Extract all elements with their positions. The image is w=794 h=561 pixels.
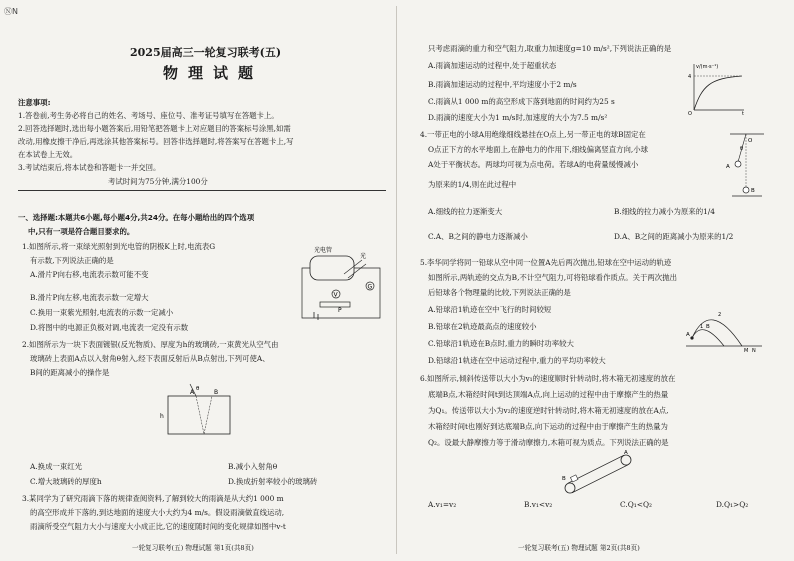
b-label: B <box>706 324 710 330</box>
question-2: 2.如图所示为一块下表面镀银(反光物质)、厚度为h的玻璃砖,一束黄光从空气由 <box>22 340 279 349</box>
q2-option-b: B.减小入射角θ <box>228 462 278 471</box>
theta-label: θ <box>196 386 200 392</box>
corner-mark: ⓃN <box>4 7 18 16</box>
q2-option-d: D.换成折射率较小的玻璃砖 <box>228 477 318 486</box>
trajectory-1-label: 1 <box>700 324 704 330</box>
question-1: 1.如图所示,将一束绿光照射到光电管的阴极K上时,电流表G <box>22 242 216 251</box>
note-line: 2.回答选择题时,选出每小题答案后,用铅笔把答题卡上对应题目的答案标号涂黑,如需 <box>18 124 291 133</box>
q3-option-c: C.雨滴从1 000 m的高空形成下落到地面的时间约为25 s <box>428 97 615 106</box>
page-footer: 一轮复习联考(五) 物理试题 第1页(共8页) <box>132 544 254 552</box>
g-label: G <box>367 283 373 291</box>
q2-option-c: C.增大玻璃砖的厚度h <box>30 477 102 486</box>
p-label: P <box>338 307 342 314</box>
q1-option-c: C.换用一束紫光照射,电流表的示数一定减小 <box>30 308 174 317</box>
section-heading: 一、选择题:本题共6小题,每小题4分,共24分。在每小题给出的四个选项 <box>18 213 255 222</box>
note-line: 3.考试结束后,将本试卷和答题卡一并交回。 <box>18 163 161 172</box>
notes-heading: 注意事项: <box>18 98 51 107</box>
b-label: B <box>214 389 219 396</box>
exam-subject: 物理试题 <box>163 64 264 82</box>
question-3-cont: 只考虑雨滴的重力和空气阻力,取重力加速度g=10 m/s²,下列说法正确的是 <box>428 44 672 53</box>
theta-label: θ <box>740 146 744 152</box>
question-5: 5.李华同学将同一铅球从空中同一位置A先后两次抛出,铅球在空中运动的轨迹 <box>420 258 672 267</box>
question-2-cont: 玻璃砖上表面A点以入射角θ射入,经下表面反射后从B点射出,下列可使A、 <box>30 354 270 363</box>
photoelectric-circuit-figure <box>300 244 384 326</box>
q1-option-a: A.滑片P向右移,电流表示数可能不变 <box>30 270 149 279</box>
rule <box>18 190 386 191</box>
light-label: 光 <box>360 253 367 260</box>
question-5-cont: 后铅球各个物理量的比较,下列说法正确的是 <box>428 288 571 297</box>
a-label: A <box>624 450 628 456</box>
question-2-cont: B间的距离减小的操作是 <box>30 368 110 377</box>
q1-option-b: B.滑片P向左移,电流表示数一定增大 <box>30 293 149 302</box>
vt-xlabel: t <box>742 111 744 116</box>
exam-title: 2025届高三一轮复习联考(五) <box>130 46 282 59</box>
q4-option-c: C.A、B之间的静电力逐渐减小 <box>428 232 528 241</box>
page-footer: 一轮复习联考(五) 物理试题 第2页(共8页) <box>518 544 640 552</box>
q4-option-d: D.A、B之间的距离减小为原来的1/2 <box>614 232 734 241</box>
q2-option-a: A.换成一束红光 <box>30 462 83 471</box>
q3-option-b: B.雨滴加速运动的过程中,平均速度小于2 m/s <box>428 80 577 89</box>
question-6: 6.如图所示,倾斜传送带以大小为v₁的速度顺时针转动时,将木箱无初速度的放在 <box>420 374 676 383</box>
conveyor-belt-figure <box>558 450 638 496</box>
question-3: 3.某同学为了研究雨滴下落的规律查阅资料,了解到较大的雨滴是从大约1 000 m <box>22 494 284 503</box>
question-4-cont: O点正下方的水平地面上,在静电力的作用下,细线偏离竖直方向,小球 <box>428 145 649 154</box>
vt-origin: O <box>688 111 692 116</box>
note-line: 在本试卷上无效。 <box>18 150 78 159</box>
question-5-cont: 如图所示,两轨迹的交点为B,不计空气阻力,可将铅球看作质点。关于两次抛出 <box>428 273 677 282</box>
q4-option-a: A.细线的拉力逐渐变大 <box>428 207 503 216</box>
q6-option-a: A.v₁=v₂ <box>428 500 457 509</box>
projectile-trajectories-figure <box>684 304 764 352</box>
vt-ylabel: v/(m·s⁻¹) <box>696 64 719 70</box>
m-label: M <box>744 348 749 352</box>
question-1-cont: 有示数,下列说法正确的是 <box>30 256 114 265</box>
vt-y4: 4 <box>688 74 692 80</box>
q5-option-d: D.铅球沿1轨迹在空中运动过程中,重力的平均功率较大 <box>428 356 606 365</box>
question-4: 4.一带正电的小球A用绝缘细线悬挂在O点上,另一带正电的球B固定在 <box>420 130 646 139</box>
charged-balls-figure <box>724 128 770 204</box>
question-4-cont: A处于平衡状态。两球均可视为点电荷。若球A的电荷量缓慢减小 <box>428 160 639 169</box>
q5-option-b: B.铅球在2轨迹最高点的速度较小 <box>428 322 537 331</box>
q5-option-c: C.铅球沿1轨迹在B点时,重力的瞬时功率较大 <box>428 339 574 348</box>
section-heading-cont: 中,只有一项是符合题目要求的。 <box>28 227 135 236</box>
tube-label: 光电管 <box>314 247 333 254</box>
question-3-cont: 雨滴所受空气阻力大小与速度大小成正比,它的速度随时间的变化规律如图中v-t <box>30 522 286 531</box>
question-4-cont: 为原来的1/4,则在此过程中 <box>428 180 517 189</box>
exam-time: 考试时间为75分钟,满分100分 <box>108 177 208 186</box>
q6-option-b: B.v₁<v₂ <box>524 500 553 509</box>
q5-option-a: A.铅球沿1轨迹在空中飞行的时间较短 <box>428 305 552 314</box>
left-page <box>0 0 396 561</box>
v-label: V <box>333 291 338 299</box>
question-6-cont: 底端B点,木箱经时间t到达顶端A点,向上运动的过程中由于摩擦产生的热量 <box>428 390 669 399</box>
q6-option-c: C.Q₁<Q₂ <box>620 500 652 509</box>
a-label: A <box>726 164 730 170</box>
right-page <box>398 0 794 561</box>
q3-option-d: D.雨滴的速度大小为1 m/s时,加速度的大小为7.5 m/s² <box>428 113 608 122</box>
h-label: h <box>160 413 164 420</box>
question-3-cont: 的高空形成并下落的,到达地面的速度大小大约为4 m/s。假设雨滴做直线运动, <box>30 508 285 517</box>
page-divider <box>396 6 397 554</box>
question-6-cont: 木箱经时间t也刚好到达底端B点,向下运动的过程中由于摩擦产生的热量为 <box>428 422 668 431</box>
trajectory-2-label: 2 <box>718 312 722 318</box>
a-label: A <box>686 332 690 338</box>
b-label: B <box>751 188 755 194</box>
n-label: N <box>752 348 756 352</box>
b-label: B <box>562 476 566 482</box>
question-6-cont: Q₂。设最大静摩擦力等于滑动摩擦力,木箱可视为质点。下列说法正确的是 <box>428 438 669 447</box>
q3-option-a: A.雨滴加速运动的过程中,处于超重状态 <box>428 61 557 70</box>
o-label: O <box>748 138 753 144</box>
glass-slab-figure <box>160 382 236 438</box>
q1-option-d: D.将图中的电源正负极对调,电流表一定没有示数 <box>30 323 189 332</box>
a-label: A <box>190 389 195 396</box>
note-line: 改动,用橡皮擦干净后,再选涂其他答案标号。回答非选择题时,将答案写在答题卡上,写 <box>18 137 294 146</box>
q6-option-d: D.Q₁>Q₂ <box>716 500 749 509</box>
note-line: 1.答卷前,考生务必将自己的姓名、考场号、座位号、准考证号填写在答题卡上。 <box>18 111 279 120</box>
question-6-cont: 为Q₁。传送带以大小为v₂的速度逆时针转动时,将木箱无初速度的放在A点, <box>428 406 669 415</box>
q4-option-b: B.细线的拉力减小为原来的1/4 <box>614 207 715 216</box>
vt-graph-figure <box>686 60 748 116</box>
